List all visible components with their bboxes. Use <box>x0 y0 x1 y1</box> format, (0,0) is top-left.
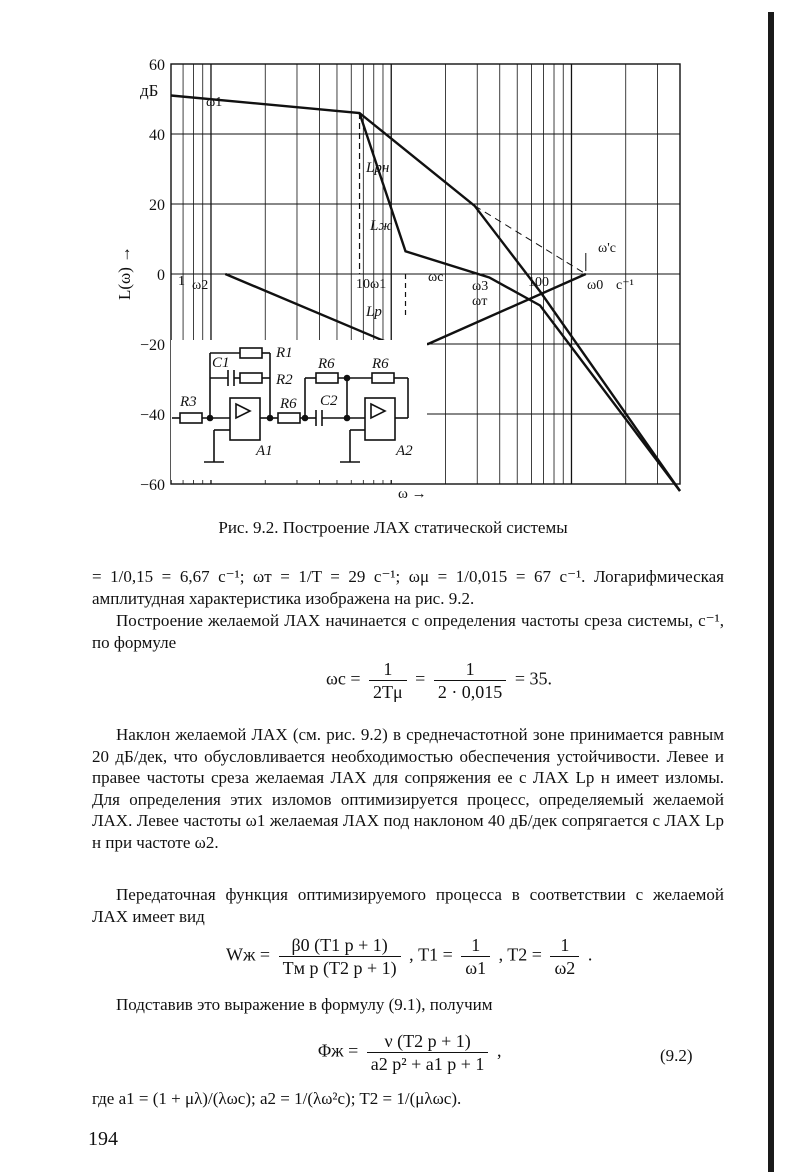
formula-W-t1-den: ω1 <box>465 958 487 978</box>
formula-W-den: Tм p (T2 p + 1) <box>282 958 397 978</box>
paragraph-5: Подставив это выражение в формулу (9.1), получим <box>116 995 493 1014</box>
formula-W-t2-num: 1 <box>550 934 579 957</box>
page-number: 194 <box>88 1128 118 1150</box>
label-R1: R1 <box>276 345 293 361</box>
formula-W-num: β0 (T1 p + 1) <box>279 934 401 957</box>
label-A2: A2 <box>396 443 413 459</box>
label-w0-prime: ω'c <box>598 241 616 256</box>
label-w0: ω0 <box>587 278 604 293</box>
label-ten-w1: 10ω1 <box>356 277 387 292</box>
formula-Phi <box>318 1030 501 1075</box>
formula-W-t1: , T1 = <box>409 944 453 965</box>
y-tick-label: 20 <box>149 197 165 214</box>
formula-W-t2-den: ω2 <box>554 958 576 978</box>
label-R3: R3 <box>180 394 197 410</box>
label-w2: ω2 <box>192 278 209 293</box>
y-tick-label: 60 <box>149 57 165 74</box>
label-Lrn: Lрн <box>366 160 390 176</box>
formula-wc-num2: 1 <box>434 658 507 681</box>
y-tick-label: 0 <box>157 267 165 284</box>
paragraph-3: Наклон желаемой ЛАХ (см. рис. 9.2) в среднечастотной зоне принимается равным 20 дБ/дек, что обусловливается необходимостью обеспечения устойчивости. Левее и правее частоты среза желаемая ЛАХ для сопряжения ее с ЛАХ Lр н имеет изломы. Для определения этих изломов оптимизируется процесс, определяемый желаемой ЛАХ. Левее частоты ω1 желаемая ЛАХ под наклоном 40 дБ/дек сопрягается с ЛАХ Lр н при частоте ω2. <box>92 725 724 852</box>
formula-W-lhs: Wж = <box>226 944 271 965</box>
y-tick-label: −40 <box>139 407 165 424</box>
label-w3: ω3 <box>472 279 489 294</box>
paragraph-1: = 1/0,15 = 6,67 с⁻¹; ωт = 1/T = 29 с⁻¹; ωμ = 1/0,015 = 67 с⁻¹. Логарифмическая амплитудная характеристика изображена на рис. 9.2. <box>92 567 724 608</box>
formula-wc-frac2 <box>434 658 507 703</box>
label-A1: A1 <box>256 443 273 459</box>
label-Lzh: Lж <box>370 218 393 234</box>
formula-W-t2: , T2 = <box>498 944 542 965</box>
paragraph-2: Построение желаемой ЛАХ начинается с определения частоты среза системы, с⁻¹, по формуле <box>92 611 724 652</box>
paragraph-6: где a1 = (1 + μλ)/(λωc); a2 = 1/(λω²c); T2 = 1/(μλωc). <box>92 1089 462 1108</box>
figure-caption: Рис. 9.2. Построение ЛАХ статической системы <box>218 518 568 537</box>
label-C1: C1 <box>212 355 230 371</box>
formula-W-t2-frac <box>550 934 579 979</box>
formula-W-t1-num: 1 <box>461 934 490 957</box>
label-w1-top: ω1 <box>206 95 223 110</box>
formula-wc-frac1 <box>369 658 407 703</box>
y-tick-label: −20 <box>139 337 165 354</box>
formula-Phi-lhs: Φж = <box>318 1040 359 1061</box>
label-Lr: Lр <box>366 304 382 320</box>
formula-Phi-frac <box>367 1030 489 1075</box>
label-R2: R2 <box>276 372 293 388</box>
y-axis-title: L(ω) → <box>115 245 134 300</box>
x-axis-title: ω → <box>398 486 427 502</box>
formula-wc-num1: 1 <box>369 658 407 681</box>
formula-W <box>226 934 592 979</box>
label-one: 1 <box>178 274 185 289</box>
page-edge-bar <box>768 12 774 1172</box>
y-tick-labels <box>140 57 165 494</box>
label-R6-right: R6 <box>372 356 389 372</box>
formula-wc-den2: 2 · 0,015 <box>437 682 503 702</box>
y-unit-label: дБ <box>140 81 159 100</box>
series-line-asymptote <box>475 206 586 274</box>
label-hundred: 100 <box>528 275 549 290</box>
y-tick-label: 40 <box>149 127 165 144</box>
equation-number: (9.2) <box>660 1046 693 1065</box>
formula-wc <box>326 658 552 703</box>
formula-Phi-den: a2 p² + a1 p + 1 <box>370 1054 485 1074</box>
formula-wc-den1: 2Tμ <box>373 682 403 702</box>
formula-W-end: . <box>587 944 593 965</box>
label-per-sec: c⁻¹ <box>616 278 634 293</box>
label-R6-series: R6 <box>280 396 297 412</box>
label-R6-left: R6 <box>318 356 335 372</box>
formula-Phi-end: , <box>496 1040 502 1061</box>
paragraph-4: Передаточная функция оптимизируемого процесса в соответствии с желаемой ЛАХ имеет вид <box>92 885 724 926</box>
label-wc: ωc <box>428 270 444 285</box>
formula-wc-lhs: ωc = <box>326 668 361 689</box>
formula-W-t1-frac <box>461 934 490 979</box>
formula-wc-eq: = <box>415 668 426 689</box>
bode-figure <box>0 0 786 510</box>
label-C2: C2 <box>320 393 338 409</box>
formula-W-frac <box>279 934 401 979</box>
formula-Phi-num: ν (T2 p + 1) <box>367 1030 489 1053</box>
formula-wc-rhs: = 35. <box>514 668 552 689</box>
label-wt: ωт <box>472 294 488 309</box>
y-tick-label: −60 <box>139 477 165 494</box>
